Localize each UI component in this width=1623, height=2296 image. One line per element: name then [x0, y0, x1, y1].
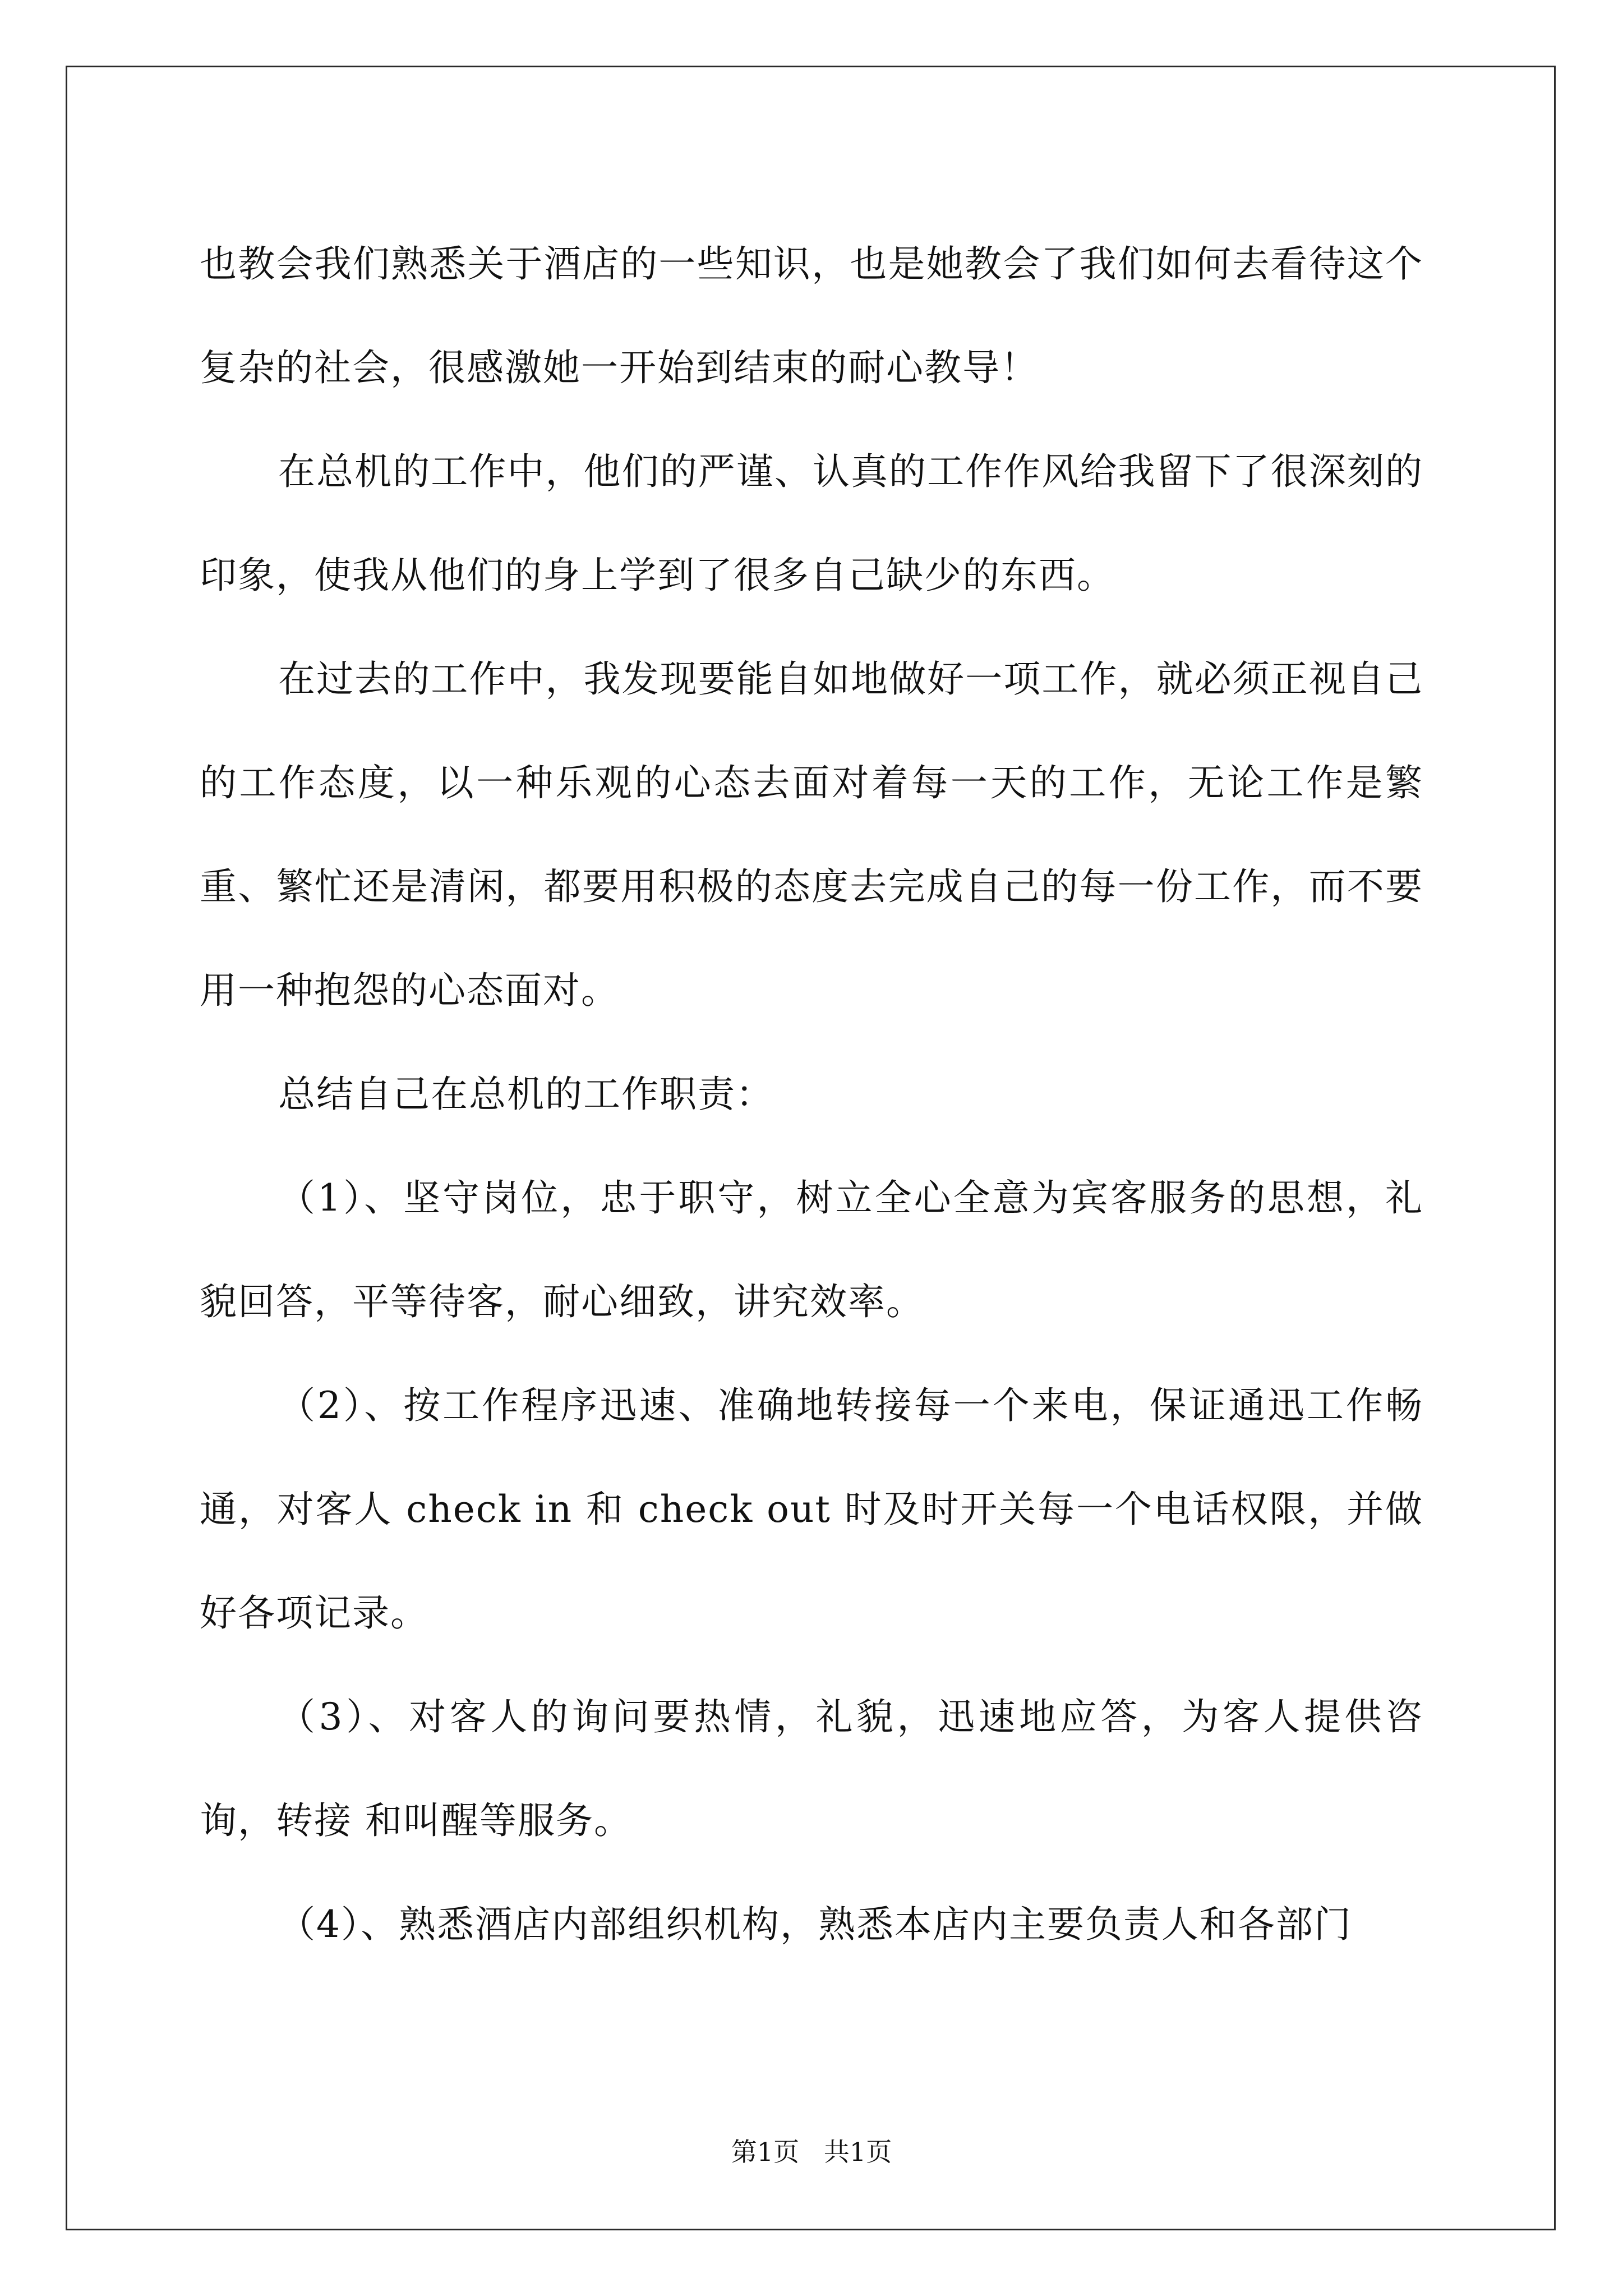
paragraph-8: （4）、熟悉酒店内部组织机构，熟悉本店内主要负责人和各部门	[278, 1903, 1352, 1946]
page-footer: 第1页 共1页	[731, 2137, 892, 2167]
paragraph-1: 也教会我们熟悉关于酒店的一些知识，也是她教会了我们如何去看待这个复杂的社会，很感激她一开始到结束的耐心教导！	[200, 242, 1423, 389]
paragraph-4: 总结自己在总机的工作职责：	[278, 1073, 774, 1116]
paragraph-2: 在总机的工作中，他们的严谨、认真的工作作风给我留下了很深刻的印象，使我从他们的身上学到了很多自己缺少的东西。	[200, 450, 1423, 597]
paragraph-5: （1）、坚守岗位，忠于职守，树立全心全意为宾客服务的思想，礼貌回答，平等待客，耐心细致，讲究效率。	[200, 1176, 1423, 1323]
paragraph-7: （3）、对客人的询问要热情，礼貌，迅速地应答，为客人提供咨询，转接 和叫醒等服务。	[200, 1695, 1423, 1842]
document-body	[200, 212, 1423, 1976]
paragraph-3: 在过去的工作中，我发现要能自如地做好一项工作，就必须正视自己的工作态度，以一种乐观的心态去面对着每一天的工作，无论工作是繁重、繁忙还是清闲，都要用积极的态度去完成自己的每一份工作，而不要用一种抱怨的心态面对。	[200, 657, 1423, 1012]
paragraph-6: （2）、按工作程序迅速、准确地转接每一个来电，保证通迅工作畅通，对客人 check in 和 check out 时及时开关每一个电话权限，并做好各项记录。	[200, 1384, 1423, 1635]
